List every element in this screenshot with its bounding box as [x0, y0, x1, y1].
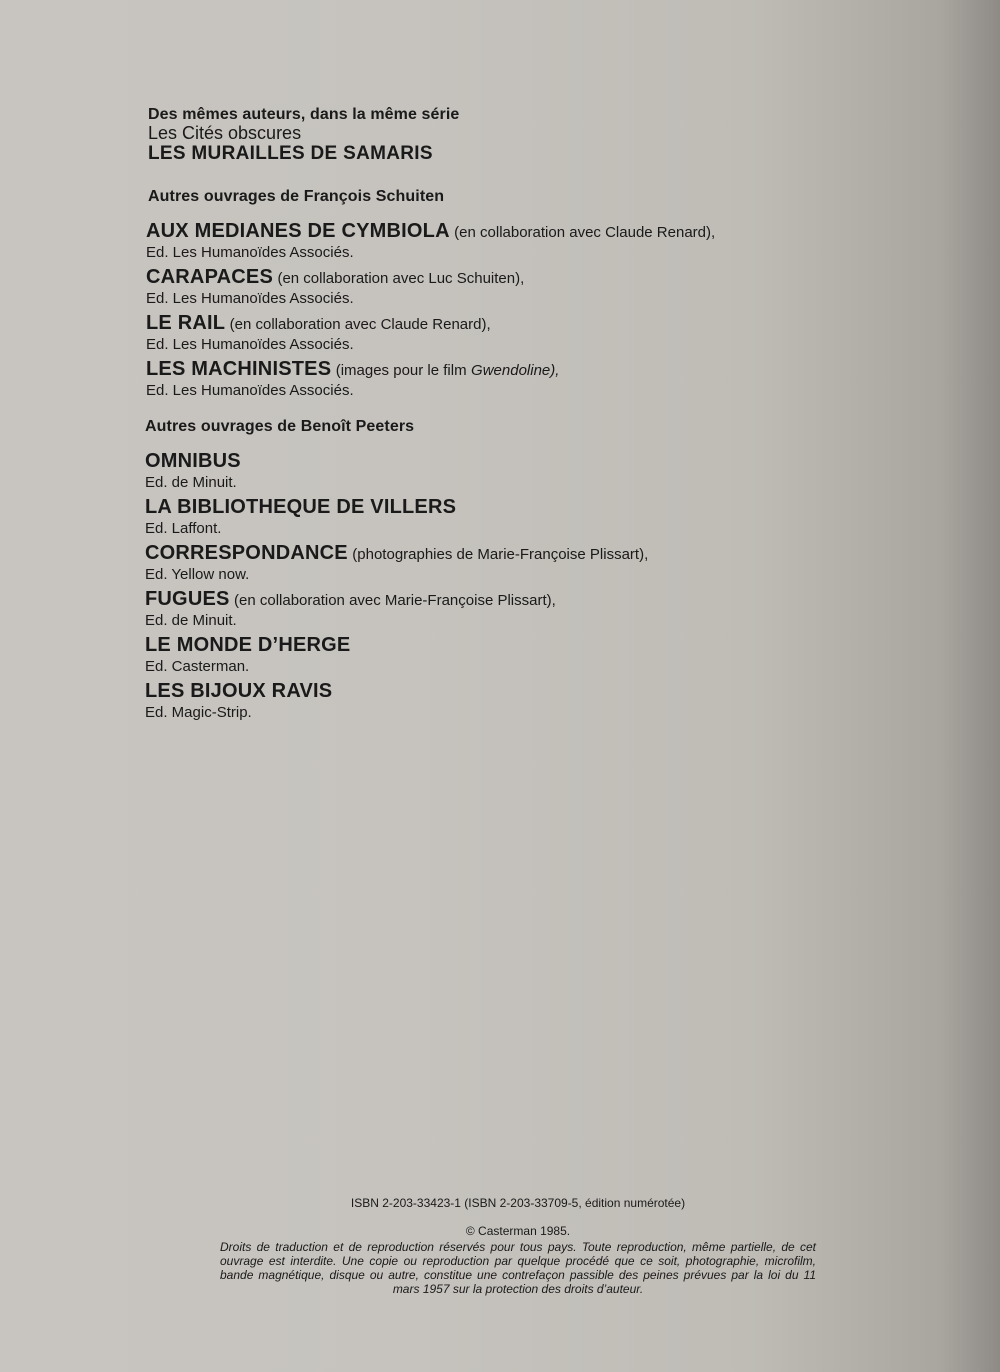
book-publisher: Ed. Les Humanoïdes Associés.	[146, 382, 354, 399]
book-note: (en collaboration avec Luc Schuiten),	[277, 270, 525, 287]
book-note: (en collaboration avec Marie-Françoise Plissart),	[234, 592, 556, 609]
series-name: Les Cités obscures	[148, 123, 302, 143]
series-title: LES MURAILLES DE SAMARIS	[148, 143, 433, 164]
book-title: FUGUES	[145, 588, 230, 610]
list-item	[145, 542, 648, 584]
book-publisher: Ed. Les Humanoïdes Associés.	[146, 336, 354, 353]
book-title: CARAPACES	[146, 266, 273, 288]
book-publisher: Ed. Les Humanoïdes Associés.	[146, 244, 354, 261]
book-publisher: Ed. de Minuit.	[145, 474, 237, 491]
schuiten-heading-block	[148, 188, 444, 205]
book-publisher: Ed. Les Humanoïdes Associés.	[146, 290, 354, 307]
list-item	[145, 680, 648, 722]
peeters-heading: Autres ouvrages de Benoît Peeters	[145, 418, 415, 435]
schuiten-heading: Autres ouvrages de François Schuiten	[148, 188, 445, 205]
book-title: LES BIJOUX RAVIS	[145, 680, 333, 702]
copyright: © Casterman 1985.	[465, 1224, 571, 1238]
book-title: OMNIBUS	[145, 450, 241, 472]
rights-notice: Droits de traduction et de reproduction réservés pour tous pays. Toute reproduction, même partielle, de cet ouvrage est interdite. Une copie ou reproduction par quelque procédé que ce soit, photographie, microfilm, bande magnétique, disque ou autre, constitue une contrefaçon passible des peines prévues par la loi du 11 mars 1957 sur la protection des droits d’auteur.	[220, 1240, 816, 1296]
isbn: ISBN 2-203-33423-1 (ISBN 2-203-33709-5, édition numérotée)	[350, 1196, 686, 1210]
list-item	[146, 220, 715, 262]
book-publisher: Ed. de Minuit.	[145, 612, 237, 629]
list-item	[146, 358, 715, 400]
book-title: LES MACHINISTES	[146, 358, 332, 380]
series-heading: Des mêmes auteurs, dans la même série	[148, 106, 460, 123]
list-item	[145, 634, 648, 676]
book-note: (photographies de Marie-Françoise Plissart),	[352, 546, 649, 563]
book-note: (en collaboration avec Claude Renard),	[454, 224, 716, 241]
book-publisher: Ed. Magic-Strip.	[145, 704, 252, 721]
list-item	[145, 588, 648, 630]
book-note-italic: Gwendoline),	[471, 362, 560, 379]
list-item	[146, 266, 715, 308]
book-title: AUX MEDIANES DE CYMBIOLA	[146, 220, 450, 242]
series-block	[148, 106, 459, 164]
list-item	[146, 312, 715, 354]
book-publisher: Ed. Laffont.	[145, 520, 222, 537]
book-publisher: Ed. Casterman.	[145, 658, 250, 675]
peeters-heading-block	[145, 418, 414, 435]
list-item	[145, 496, 648, 538]
book-title: CORRESPONDANCE	[145, 542, 348, 564]
book-title: LE MONDE D’HERGE	[145, 634, 351, 656]
book-note: (images pour le film	[335, 362, 467, 379]
book-note: (en collaboration avec Claude Renard),	[229, 316, 491, 333]
list-item	[145, 450, 648, 492]
book-title: LA BIBLIOTHEQUE DE VILLERS	[145, 496, 457, 518]
book-title: LE RAIL	[146, 312, 226, 334]
book-publisher: Ed. Yellow now.	[145, 566, 250, 583]
peeters-list	[145, 450, 648, 726]
imprint	[220, 1196, 816, 1296]
schuiten-list	[146, 220, 715, 404]
